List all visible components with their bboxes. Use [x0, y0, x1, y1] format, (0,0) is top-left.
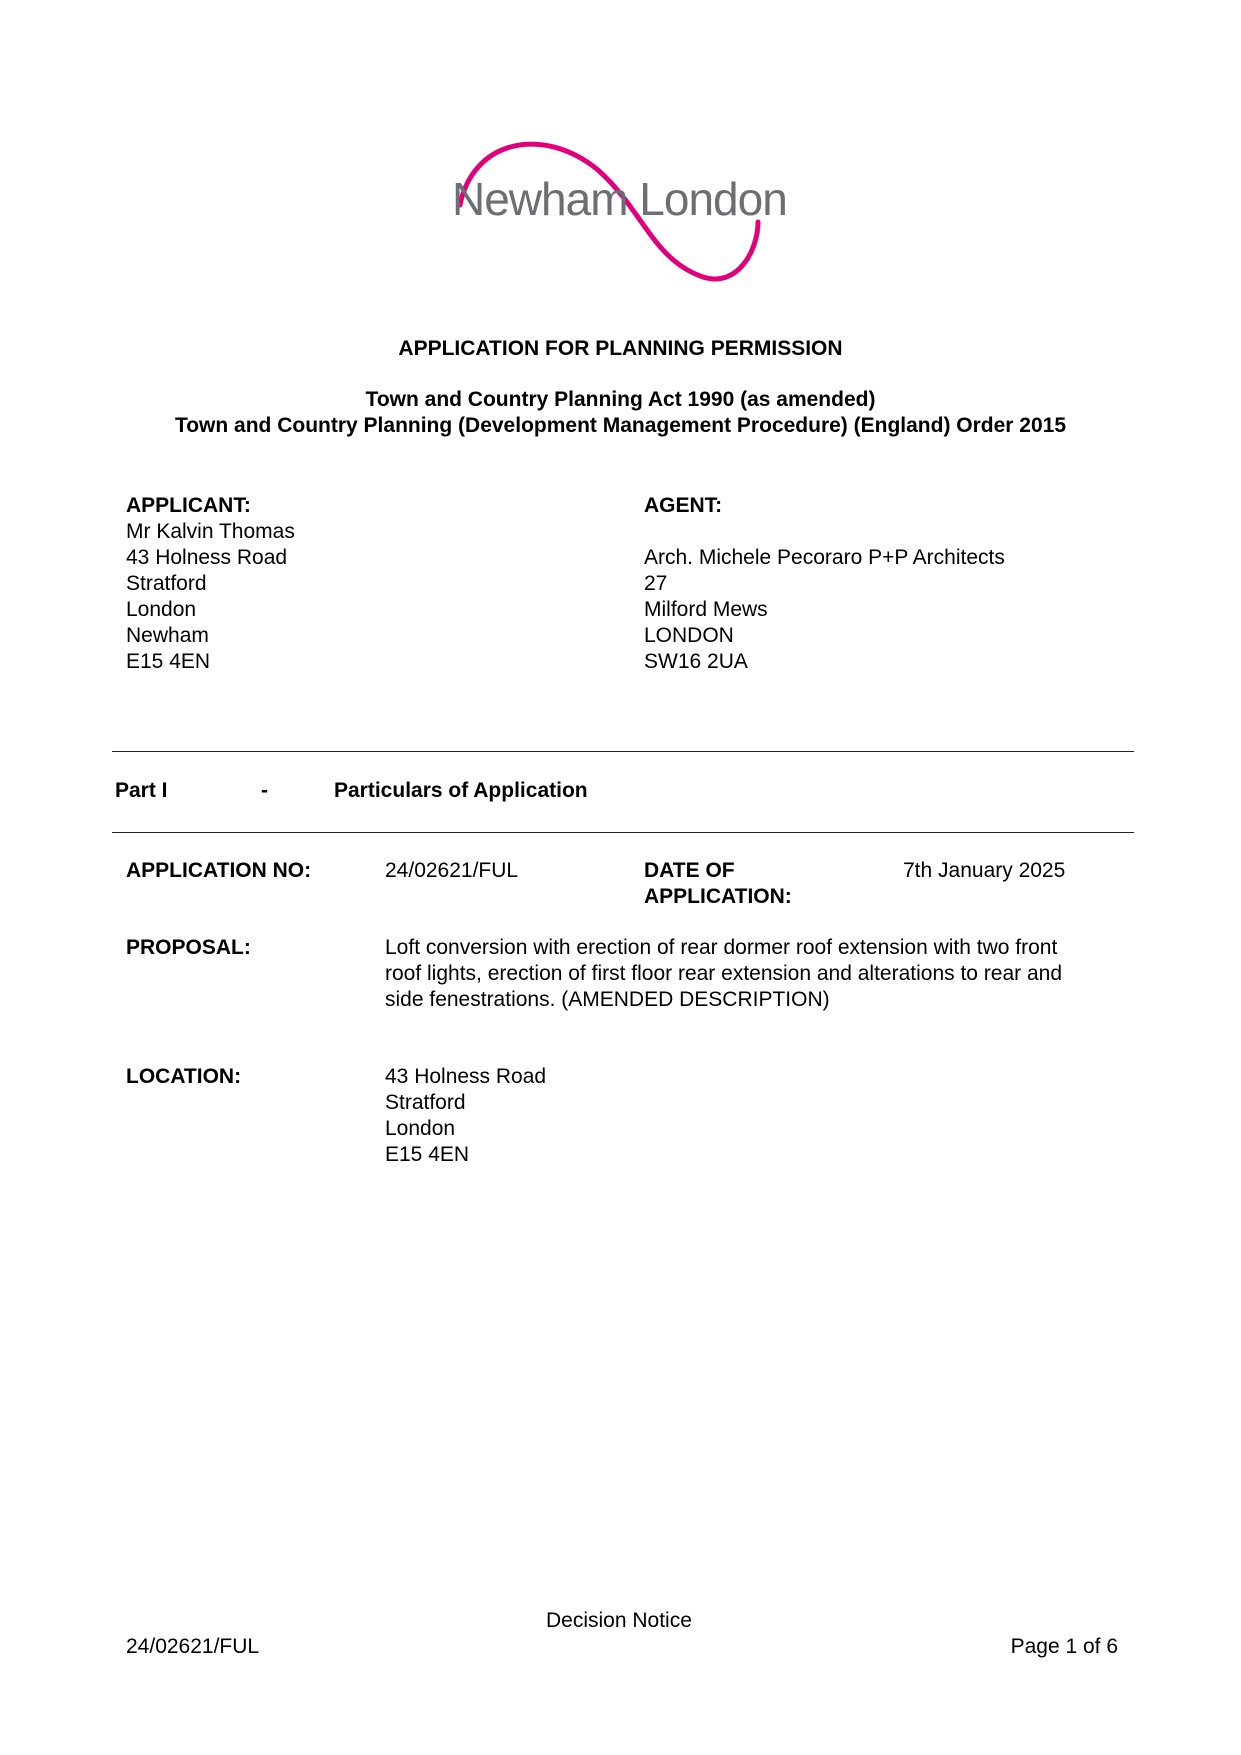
- location-line: London: [385, 1117, 456, 1140]
- location-line: Stratford: [385, 1091, 466, 1114]
- footer-doc-type: Decision Notice: [546, 1609, 692, 1632]
- part-dash: -: [261, 779, 268, 802]
- agent-line: SW16 2UA: [644, 650, 748, 673]
- applicant-line: London: [126, 598, 197, 621]
- agent-line: Arch. Michele Pecoraro P+P Architects: [644, 546, 1005, 569]
- agent-line: LONDON: [644, 624, 734, 647]
- location-line: 43 Holness Road: [385, 1065, 547, 1088]
- applicant-line: E15 4EN: [126, 650, 211, 673]
- agent-line: Milford Mews: [644, 598, 768, 621]
- applicant-address: [126, 519, 295, 675]
- footer-page-number: Page 1 of 6: [1010, 1635, 1118, 1658]
- applicant-line: 43 Holness Road: [126, 546, 288, 569]
- applicant-line: Mr Kalvin Thomas: [126, 520, 295, 543]
- applicant-line: Stratford: [126, 572, 207, 595]
- application-no-value: 24/02621/FUL: [385, 859, 519, 882]
- logo-swoosh-graphic: [448, 130, 798, 290]
- applicant-line: Newham: [126, 624, 209, 647]
- agent-label: AGENT:: [644, 494, 723, 517]
- agent-line: 27: [644, 572, 668, 595]
- document-title: APPLICATION FOR PLANNING PERMISSION: [398, 337, 843, 360]
- footer-reference: 24/02621/FUL: [126, 1635, 260, 1658]
- proposal-text: [385, 935, 1062, 1013]
- date-label-line-2: APPLICATION:: [644, 885, 792, 908]
- newham-london-logo: [448, 130, 798, 290]
- location-address: [385, 1064, 546, 1168]
- proposal-line: Loft conversion with erection of rear dormer roof extension with two front: [385, 936, 1058, 959]
- application-no-label: APPLICATION NO:: [126, 859, 312, 882]
- proposal-label: PROPOSAL:: [126, 936, 251, 959]
- location-line: E15 4EN: [385, 1143, 470, 1166]
- act-line-2: Town and Country Planning (Development Management Procedure) (England) Order 2015: [174, 414, 1067, 437]
- divider-bottom: [112, 832, 1134, 833]
- act-line-1: Town and Country Planning Act 1990 (as amended): [365, 388, 876, 411]
- agent-address: [644, 545, 1005, 675]
- date-label-line-1: DATE OF: [644, 859, 735, 882]
- part-title: Particulars of Application: [334, 779, 588, 802]
- svg-text:Newham London: Newham London: [452, 173, 787, 225]
- location-label: LOCATION:: [126, 1065, 242, 1088]
- date-of-application-label: [644, 858, 792, 910]
- date-of-application-value: 7th January 2025: [903, 859, 1066, 882]
- proposal-line: side fenestrations. (AMENDED DESCRIPTION): [385, 988, 830, 1011]
- proposal-line: roof lights, erection of first floor rear extension and alterations to rear and: [385, 962, 1063, 985]
- part-number: Part I: [115, 779, 168, 802]
- applicant-label: APPLICANT:: [126, 494, 251, 517]
- divider-top: [112, 751, 1134, 752]
